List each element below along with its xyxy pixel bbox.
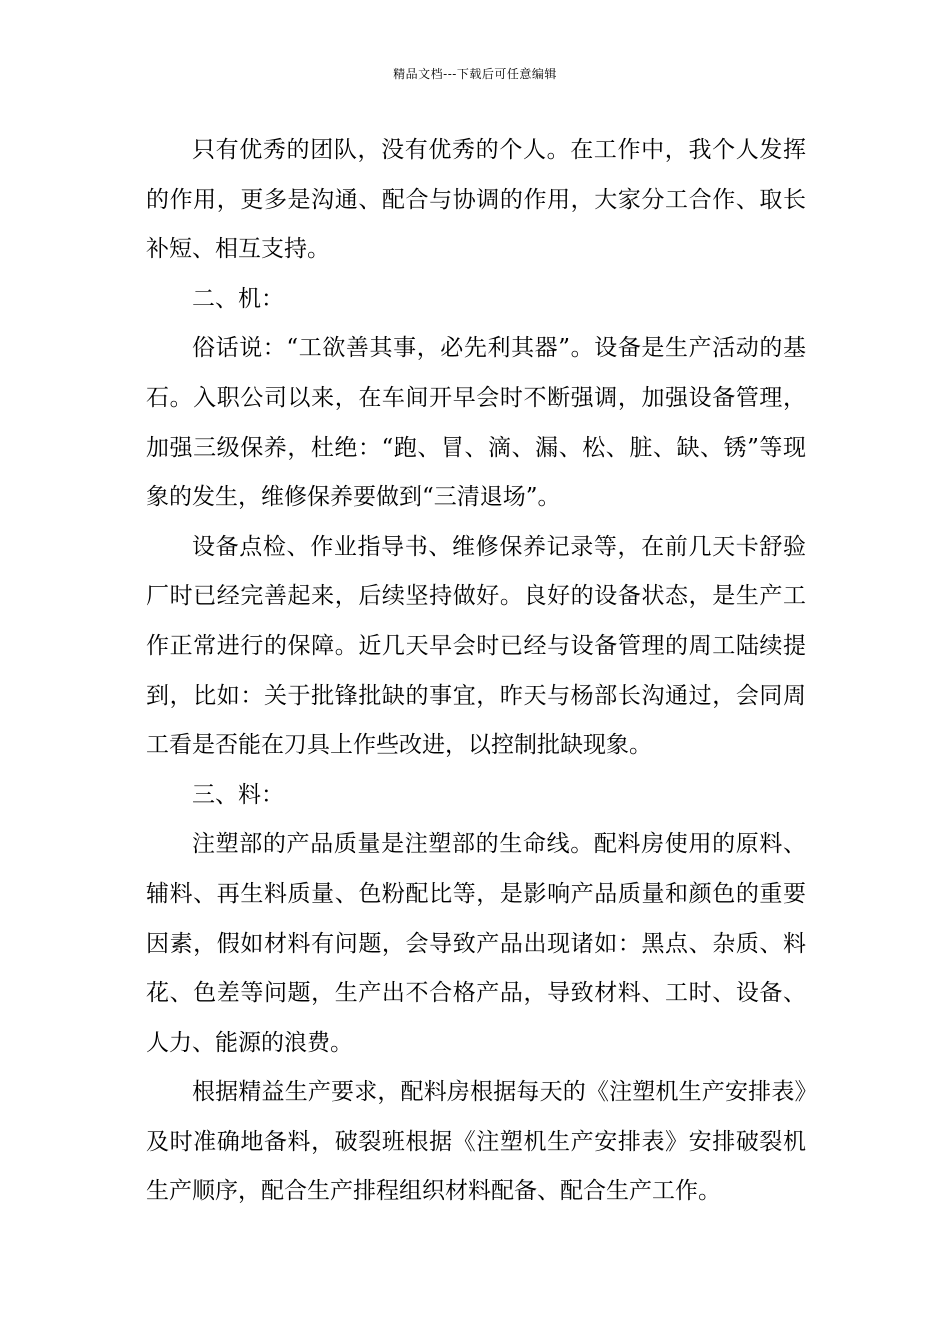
paragraph-equipment-inspection: 设备点检、作业指导书、维修保养记录等，在前几天卡舒验厂时已经完善起来，后续坚持做好。良好的设备状态，是生产工作正常进行的保障。近几天早会时已经与设备管理的周工陆续提到，比如：关于批锋批缺的事宜，昨天与杨部长沟通过，会同周工看是否能在刀具上作些改进，以控制批缺现象。 bbox=[146, 533, 806, 759]
paragraph-teamwork: 只有优秀的团队，没有优秀的个人。在工作中，我个人发挥的作用，更多是沟通、配合与协调的作用，大家分工合作、取长补短、相互支持。 bbox=[146, 137, 806, 263]
section-heading-material: 三、料： bbox=[192, 781, 284, 808]
paragraph-lean-production: 根据精益生产要求，配料房根据每天的《注塑机生产安排表》及时准确地备料，破裂班根据《注塑机生产安排表》安排破裂机生产顺序，配合生产排程组织材料配备、配合生产工作。 bbox=[146, 1079, 806, 1205]
paragraph-material-quality: 注塑部的产品质量是注塑部的生命线。配料房使用的原料、辅料、再生料质量、色粉配比等，是影响产品质量和颜色的重要因素，假如材料有问题，会导致产品出现诸如：黑点、杂质、料花、色差等问题，生产出不合格产品，导致材料、工时、设备、人力、能源的浪费。 bbox=[146, 831, 806, 1056]
document-body bbox=[146, 126, 806, 1217]
page-header: 精品文档---下载后可任意编辑 bbox=[393, 67, 557, 81]
paragraph-equipment-foundation: 俗话说：“工欲善其事，必先利其器”。设备是生产活动的基石。入职公司以来，在车间开早会时不断强调，加强设备管理，加强三级保养，杜绝：“跑、冒、滴、漏、松、脏、缺、锈”等现象的发生，维修保养要做到“三清退场”。 bbox=[146, 335, 806, 511]
section-heading-machine: 二、机： bbox=[192, 285, 284, 312]
